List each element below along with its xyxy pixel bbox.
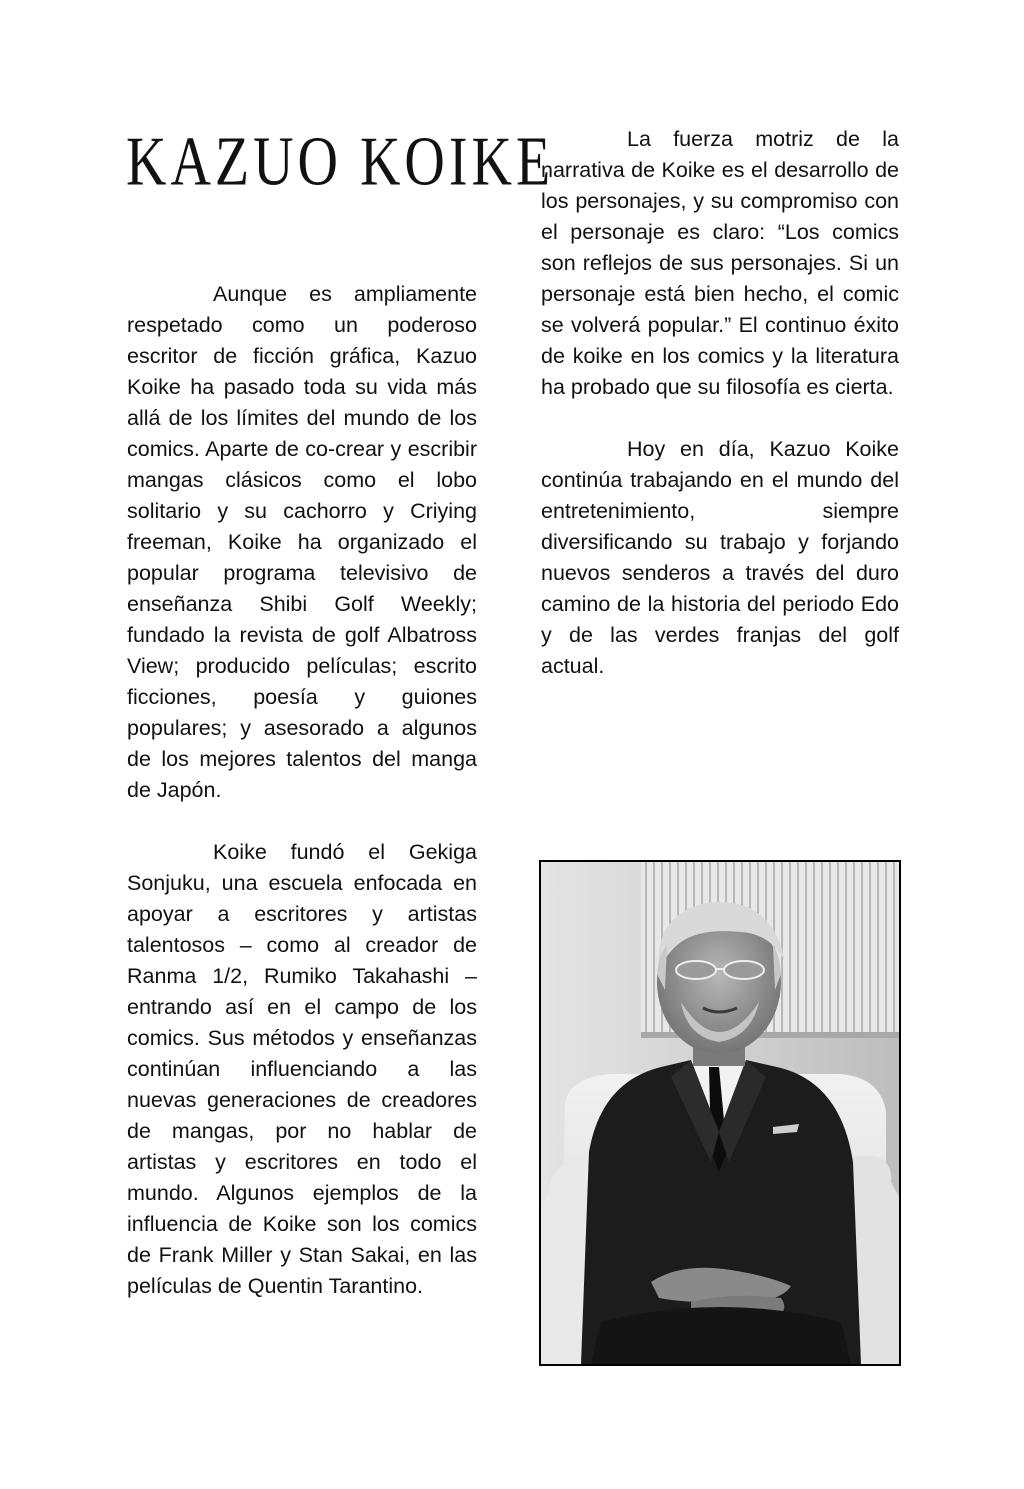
paragraph-narrative: La fuerza motriz de la narrativa de Koike es el desarrollo de los personajes, y su compromiso con el personaje es claro: “Los comics son reflejos de sus personajes. Si un personaje está bien hecho, el comic se volverá popular.” El continuo éxito de koike en los comics y la literatura ha probado que su filosofía es cierta. [541,127,899,399]
paragraph-present-day: Hoy en día, Kazuo Koike continúa trabajando en el mundo del entretenimiento, siempre diversificando su trabajo y forjando nuevos senderos a través del duro camino de la historia del periodo Edo y de las verdes franjas del golf actual. [541,437,899,678]
portrait-illustration [541,862,899,1364]
paragraph-spacer [541,403,899,434]
paragraph-spacer [127,806,477,837]
paragraph-biography: Aunque es ampliamente respetado como un poderoso escritor de ficción gráfica, Kazuo Koike ha pasado toda su vida más allá de los límites del mundo de los comics. Aparte de co-crear y escribir mangas clásicos como el lobo solitario y su cachorro y Criying freeman, Koike ha organizado el popular programa televisivo de enseñanza Shibi Golf Weekly; fundado la revista de golf Albatross View; producido películas; escrito ficciones, poesía y guiones populares; y asesorado a algunos de los mejores talentos del manga de Japón. [127,282,477,802]
article-title: KAZUO KOIKE [126,123,555,201]
right-column [541,124,899,682]
paragraph-gekiga-sonjuku: Koike fundó el Gekiga Sonjuku, una escuela enfocada en apoyar a escritores y artistas talentosos – como al creador de Ranma 1/2, Rumiko Takahashi – entrando así en el campo de los comics. Sus métodos y enseñanzas continúan influenciando a las nuevas generaciones de creadores de mangas, por no hablar de artistas y escritores en todo el mundo. Algunos ejemplos de la influencia de Koike son los comics de Frank Miller y Stan Sakai, en las películas de Quentin Tarantino. [127,840,477,1298]
left-column [127,279,477,1302]
portrait-photo [539,860,901,1366]
